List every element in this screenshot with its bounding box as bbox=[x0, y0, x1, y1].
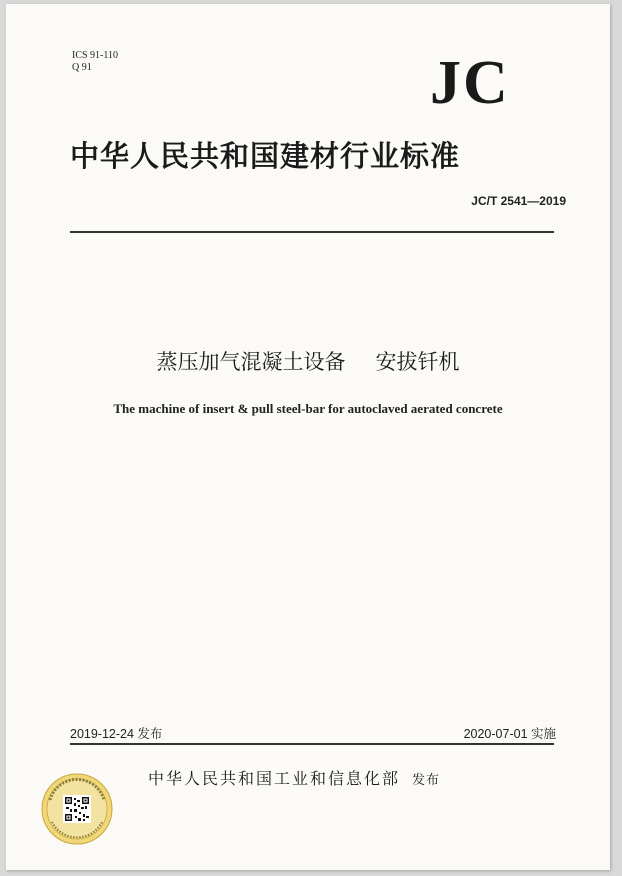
ics-code: ICS 91-110 bbox=[72, 50, 119, 61]
anti-counterfeit-seal-icon bbox=[40, 772, 114, 846]
issuing-authority bbox=[148, 768, 440, 792]
implementation-date: 2020-07-01 实施 bbox=[463, 727, 556, 741]
ccs-code: Q 91 bbox=[72, 62, 92, 73]
classification-codes bbox=[72, 50, 118, 74]
title-cn-part2: 安拔钎机 bbox=[375, 350, 460, 374]
issuer-name: 中华人民共和国工业和信息化部 bbox=[148, 769, 401, 788]
issue-date: 2019-12-24 发布 bbox=[70, 727, 163, 741]
bottom-divider bbox=[70, 743, 554, 745]
standard-title-chinese bbox=[6, 348, 610, 376]
title-cn-part1: 蒸压加气混凝土设备 bbox=[156, 350, 346, 374]
jc-logo: JC bbox=[430, 49, 510, 117]
standard-title-english: The machine of insert & pull steel-bar for autoclaved aerated concrete bbox=[113, 401, 503, 416]
standard-cover-page bbox=[6, 4, 610, 870]
industry-standard-title: 中华人民共和国建材行业标准 bbox=[70, 139, 461, 173]
issuer-action: 发布 bbox=[412, 773, 441, 788]
top-divider bbox=[70, 231, 554, 233]
standard-number: JC/T 2541—2019 bbox=[471, 194, 566, 208]
